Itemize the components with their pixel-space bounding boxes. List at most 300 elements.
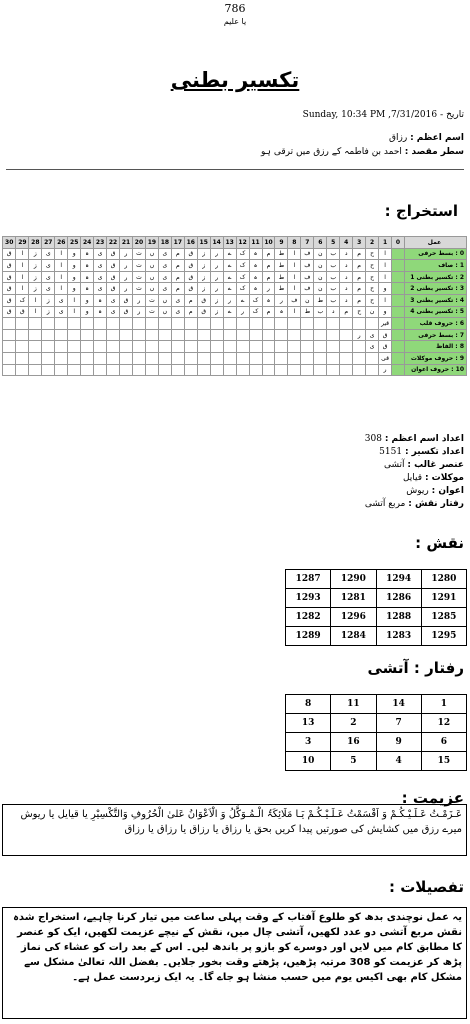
raftar-table — [285, 694, 467, 771]
grid-cell: ق — [120, 294, 133, 306]
grid-cell — [132, 329, 145, 341]
grid-cell — [55, 341, 68, 353]
grid-cell — [145, 329, 158, 341]
grid-cell: ی — [366, 329, 379, 341]
grid-col-header: 2 — [366, 237, 379, 249]
grid-cell: ہ — [81, 260, 94, 272]
grid-row — [3, 318, 467, 330]
square-cell: 8 — [286, 695, 331, 714]
stat-value: مربع آتشی — [364, 499, 406, 509]
grid-cell — [236, 329, 249, 341]
stat-label: اعوان : — [431, 486, 464, 496]
grid-cell: ا — [288, 248, 301, 260]
grid-cell: د — [340, 248, 353, 260]
grid-cell: ز — [197, 271, 210, 283]
square-cell: 1282 — [286, 608, 331, 627]
grid-cell: ف — [301, 271, 314, 283]
grid-cell: ن — [314, 271, 327, 283]
grid-cell — [81, 318, 94, 330]
grid-cell: ق — [184, 283, 197, 295]
grid-cell: م — [353, 283, 366, 295]
grid-cell — [120, 318, 133, 330]
grid-cell: ر — [379, 364, 392, 376]
grid-cell: م — [262, 248, 275, 260]
grid-cell: ں — [158, 306, 171, 318]
grid-cell: ر — [223, 294, 236, 306]
grid-cell — [107, 352, 120, 364]
info-satar-maqsad — [0, 145, 470, 159]
square-cell: 4 — [376, 752, 421, 771]
grid-cell — [29, 352, 42, 364]
grid-col-header: 30 — [3, 237, 16, 249]
grid-cell — [236, 364, 249, 376]
square-cell: 3 — [286, 733, 331, 752]
grid-cell: ق — [3, 283, 16, 295]
grid-cell: ح — [366, 283, 379, 295]
grid-cell — [3, 341, 16, 353]
date-label: تاریخ - — [439, 110, 464, 120]
grid-cell — [340, 341, 353, 353]
grid-cell: ز — [29, 248, 42, 260]
grid-cell: ز — [197, 283, 210, 295]
grid-cell: ا — [68, 306, 81, 318]
header-number: 786 — [224, 2, 246, 15]
grid-col-header: 29 — [16, 237, 29, 249]
square-cell: 2 — [331, 714, 376, 733]
grid-cell — [288, 318, 301, 330]
grid-cell: ز — [197, 248, 210, 260]
grid-cell — [340, 318, 353, 330]
grid-cell — [288, 352, 301, 364]
grid-cell: و — [68, 248, 81, 260]
grid-cell — [3, 329, 16, 341]
grid-cell: د — [340, 260, 353, 272]
grid-cell: ر — [353, 329, 366, 341]
grid-cell: ی — [107, 294, 120, 306]
grid-col-header: 7 — [301, 237, 314, 249]
square-cell: 1286 — [376, 589, 421, 608]
grid-row — [3, 294, 467, 306]
grid-cell: ز — [210, 294, 223, 306]
grid-cell: ر — [236, 306, 249, 318]
grid-cell — [132, 364, 145, 376]
grid-cell — [29, 318, 42, 330]
grid-row-label: 2 : تکسیر بطنی 1 — [405, 271, 467, 283]
grid-cell: ا — [29, 306, 42, 318]
grid-col-header: 25 — [68, 237, 81, 249]
grid-cell: ے — [223, 260, 236, 272]
grid-cell — [94, 318, 107, 330]
grid-cell: ی — [94, 248, 107, 260]
grid-cell — [145, 352, 158, 364]
grid-cell — [81, 329, 94, 341]
grid-cell — [55, 329, 68, 341]
naqsh-table — [285, 569, 467, 646]
raftar-row — [286, 714, 467, 733]
grid-cell: م — [353, 294, 366, 306]
square-cell: 1285 — [421, 608, 466, 627]
grid-cell: ن — [366, 306, 379, 318]
stat-value: 5151 — [379, 447, 403, 457]
grid-cell: ہ — [81, 283, 94, 295]
grid-cell: ک — [236, 248, 249, 260]
stat-value: آتشی — [383, 460, 405, 470]
grid-cell — [288, 329, 301, 341]
grid-cell: ر — [210, 271, 223, 283]
square-cell: 10 — [286, 752, 331, 771]
grid-cell: ا — [379, 260, 392, 272]
grid-col-header: 8 — [288, 237, 301, 249]
square-cell: 14 — [376, 695, 421, 714]
grid-cell — [3, 364, 16, 376]
grid-cell: ک — [236, 260, 249, 272]
grid-cell: م — [184, 306, 197, 318]
grid-cell — [158, 318, 171, 330]
grid-cell — [158, 329, 171, 341]
grid-cell — [327, 352, 340, 364]
grid-cell — [210, 341, 223, 353]
grid-cell: ا — [16, 283, 29, 295]
grid-col-header: 1 — [379, 237, 392, 249]
grid-cell: ا — [379, 248, 392, 260]
grid-cell: ر — [120, 248, 133, 260]
grid-cell: ی — [94, 260, 107, 272]
grid-cell: ی — [55, 306, 68, 318]
grid-cell: ق — [184, 248, 197, 260]
raftar-row — [286, 733, 467, 752]
grid-cell: ط — [275, 283, 288, 295]
grid-col-header: 6 — [314, 237, 327, 249]
grid-cell: ز — [197, 260, 210, 272]
grid-cell — [392, 364, 405, 376]
grid-cell — [340, 352, 353, 364]
info-ism-azam — [0, 131, 470, 145]
stat-label: موکلات : — [424, 473, 464, 483]
grid-cell — [249, 318, 262, 330]
grid-cell: و — [379, 283, 392, 295]
grid-cell — [301, 329, 314, 341]
istikhraj-table — [2, 236, 467, 376]
grid-cell — [120, 352, 133, 364]
square-cell: 1296 — [331, 608, 376, 627]
grid-row-label: 3 : تکسیر بطنی 2 — [405, 283, 467, 295]
grid-cell: ے — [223, 283, 236, 295]
info-label: سطر مقصد : — [404, 147, 464, 157]
grid-cell — [392, 248, 405, 260]
grid-cell: ا — [379, 271, 392, 283]
grid-cell: ی — [366, 341, 379, 353]
grid-cell: ق — [3, 260, 16, 272]
grid-cell: ر — [210, 248, 223, 260]
grid-cell: ک — [236, 283, 249, 295]
grid-cell: م — [171, 271, 184, 283]
grid-cell: ی — [55, 294, 68, 306]
grid-cell: ت — [145, 294, 158, 306]
grid-col-header: 13 — [223, 237, 236, 249]
grid-cell — [68, 364, 81, 376]
grid-cell: ی — [107, 306, 120, 318]
grid-cell: ز — [42, 306, 55, 318]
grid-cell — [184, 318, 197, 330]
grid-col-header: 16 — [184, 237, 197, 249]
grid-cell — [16, 352, 29, 364]
grid-cell — [107, 364, 120, 376]
grid-cell: ف — [301, 260, 314, 272]
grid-cell: ز — [29, 283, 42, 295]
grid-cell: ر — [210, 260, 223, 272]
grid-cell: ط — [275, 271, 288, 283]
grid-cell: م — [353, 248, 366, 260]
grid-col-header: 27 — [42, 237, 55, 249]
grid-col-header: 20 — [132, 237, 145, 249]
grid-cell — [392, 271, 405, 283]
grid-cell — [223, 352, 236, 364]
grid-cell: ی — [158, 248, 171, 260]
grid-cell: ں — [145, 271, 158, 283]
grid-col-header: 19 — [145, 237, 158, 249]
grid-cell — [42, 329, 55, 341]
grid-cell — [107, 318, 120, 330]
grid-cell: ط — [275, 260, 288, 272]
grid-col-header: 9 — [275, 237, 288, 249]
grid-col-header: 4 — [340, 237, 353, 249]
square-cell: 1287 — [286, 570, 331, 589]
grid-cell — [197, 352, 210, 364]
stat-row — [164, 485, 464, 498]
grid-cell — [42, 318, 55, 330]
square-cell: 12 — [421, 714, 466, 733]
grid-cell — [314, 341, 327, 353]
info-label: اسم اعظم : — [410, 133, 464, 143]
grid-row — [3, 341, 467, 353]
grid-cell: ا — [288, 260, 301, 272]
grid-cell: ک — [249, 306, 262, 318]
grid-col-header: 18 — [158, 237, 171, 249]
grid-cell: ا — [55, 248, 68, 260]
grid-cell — [184, 329, 197, 341]
grid-cell — [197, 318, 210, 330]
grid-cell: ن — [314, 248, 327, 260]
grid-cell — [223, 329, 236, 341]
grid-cell — [249, 364, 262, 376]
grid-cell: ی — [158, 271, 171, 283]
grid-cell: ت — [145, 306, 158, 318]
grid-cell — [392, 352, 405, 364]
grid-cell: ب — [327, 260, 340, 272]
grid-cell — [42, 352, 55, 364]
grid-cell — [132, 352, 145, 364]
grid-cell — [327, 318, 340, 330]
grid-cell: ق — [3, 248, 16, 260]
grid-cell: ق — [379, 329, 392, 341]
grid-cell: ز — [29, 271, 42, 283]
grid-cell — [158, 341, 171, 353]
info-block — [0, 131, 470, 159]
grid-row — [3, 260, 467, 272]
grid-cell: م — [171, 248, 184, 260]
grid-row-label: 9 : حروف موکلات — [405, 352, 467, 364]
grid-cell — [366, 352, 379, 364]
grid-cell: ہ — [81, 271, 94, 283]
grid-cell: ا — [16, 271, 29, 283]
stat-row — [164, 472, 464, 485]
grid-cell — [197, 341, 210, 353]
grid-cell — [314, 364, 327, 376]
square-cell: 11 — [331, 695, 376, 714]
grid-cell: ر — [210, 283, 223, 295]
square-cell: 1283 — [376, 627, 421, 646]
grid-cell — [132, 341, 145, 353]
grid-cell — [301, 341, 314, 353]
grid-cell — [314, 352, 327, 364]
grid-col-header: 11 — [249, 237, 262, 249]
grid-cell — [94, 352, 107, 364]
grid-cell — [327, 341, 340, 353]
grid-cell: ق — [107, 271, 120, 283]
grid-cell: ا — [16, 260, 29, 272]
date-value: Sunday, 10:34 PM ,7/31/2016 — [302, 110, 438, 120]
grid-cell — [366, 364, 379, 376]
grid-cell: د — [340, 271, 353, 283]
stat-row — [164, 446, 464, 459]
grid-cell: ط — [301, 306, 314, 318]
grid-cell — [301, 352, 314, 364]
grid-cell: ا — [55, 283, 68, 295]
grid-cell — [107, 341, 120, 353]
grid-cell: ں — [145, 260, 158, 272]
grid-cell — [158, 352, 171, 364]
grid-cell — [275, 352, 288, 364]
grid-cell — [262, 352, 275, 364]
grid-cell: و — [68, 283, 81, 295]
grid-cell: ط — [275, 248, 288, 260]
naqsh-row — [286, 608, 467, 627]
grid-row-label: 1 : صاف — [405, 260, 467, 272]
grid-cell: ف — [288, 294, 301, 306]
grid-cell: ف — [301, 283, 314, 295]
grid-cell: ی — [158, 260, 171, 272]
page-header — [0, 0, 470, 27]
grid-cell — [171, 352, 184, 364]
grid-cell: ں — [158, 294, 171, 306]
grid-cell: ر — [275, 294, 288, 306]
grid-cell — [171, 364, 184, 376]
date-line — [0, 109, 470, 121]
grid-cell: ی — [158, 283, 171, 295]
grid-cell: ر — [132, 306, 145, 318]
grid-cell: ق — [197, 306, 210, 318]
grid-cell — [366, 318, 379, 330]
grid-cell: م — [184, 294, 197, 306]
grid-cell — [16, 364, 29, 376]
grid-cell: ی — [171, 306, 184, 318]
grid-cell — [236, 318, 249, 330]
grid-cell: ق — [107, 260, 120, 272]
grid-cell — [145, 318, 158, 330]
grid-cell — [392, 294, 405, 306]
grid-col-header: 15 — [197, 237, 210, 249]
grid-cell: ں — [145, 283, 158, 295]
grid-col-header: 14 — [210, 237, 223, 249]
grid-cell: ے — [236, 294, 249, 306]
grid-cell: ا — [68, 294, 81, 306]
grid-cell — [171, 341, 184, 353]
grid-cell — [16, 318, 29, 330]
grid-cell — [249, 352, 262, 364]
grid-cell: ب — [327, 248, 340, 260]
tafseel-text: یہ عمل نوچندی بدھ کو طلوع آفتاب کے وقت پہلی ساعت میں تیار کرنا چاہیے، استخراج شدہ نقش مربع آتشی دو عدد لکھیں، آتشی چال میں، نقش کے نیچے عزیمت لکھیں، ایک کو عنصر کا مطابق کام میں لایں اور دوسرے کو بازو پر باندھ لیں۔ اس کے بعد رات کو عشاء کی نماز پڑھ کر عزیمت کو 308 مرتبہ پڑھیں، پڑھتے وقت بخور جلایں۔ بفضل اللہ تعالیٰ مشکل سے مشکل کام بھی اکیس یوم میں حسب منشا ہو جاے گا۔ یہ ایک زبردست عمل ہے۔ — [2, 907, 467, 1019]
grid-cell: ق — [3, 306, 16, 318]
grid-cell — [94, 364, 107, 376]
grid-cell: ہ — [249, 271, 262, 283]
grid-cell: ق — [120, 306, 133, 318]
stat-row — [164, 498, 464, 511]
istikhraj-grid — [2, 236, 467, 376]
grid-cell: م — [171, 283, 184, 295]
grid-row-label: 4 : تکسیر بطنی 3 — [405, 294, 467, 306]
grid-col-header: 0 — [392, 237, 405, 249]
grid-cell — [301, 364, 314, 376]
grid-cell: ز — [210, 306, 223, 318]
grid-col-header: 28 — [29, 237, 42, 249]
grid-cell — [81, 341, 94, 353]
grid-row — [3, 364, 467, 376]
grid-cell: م — [171, 260, 184, 272]
grid-cell — [68, 329, 81, 341]
grid-cell — [288, 341, 301, 353]
grid-cell: قیر — [379, 318, 392, 330]
grid-cell — [223, 341, 236, 353]
grid-cell: د — [327, 306, 340, 318]
stat-row — [164, 433, 464, 446]
grid-cell — [68, 352, 81, 364]
info-value: احمد بن فاطمہ کے رزق میں ترقی ہو — [261, 147, 402, 157]
grid-cell: ق — [107, 248, 120, 260]
stat-value: قیایل — [402, 473, 423, 483]
azimat-heading: عزیمت : — [401, 789, 464, 807]
grid-cell — [210, 364, 223, 376]
square-cell: 1290 — [331, 570, 376, 589]
grid-cell: م — [340, 306, 353, 318]
grid-cell — [42, 341, 55, 353]
square-cell: 7 — [376, 714, 421, 733]
grid-cell: و — [379, 306, 392, 318]
grid-col-header: 22 — [107, 237, 120, 249]
stats-block — [164, 433, 464, 511]
grid-col-header: 23 — [94, 237, 107, 249]
grid-cell — [327, 329, 340, 341]
grid-cell: ہ — [249, 260, 262, 272]
grid-cell — [55, 318, 68, 330]
grid-cell: ت — [132, 260, 145, 272]
grid-cell: ی — [94, 283, 107, 295]
grid-cell — [262, 329, 275, 341]
square-cell: 9 — [376, 733, 421, 752]
square-cell: 13 — [286, 714, 331, 733]
grid-cell: ق — [197, 294, 210, 306]
raftar-row — [286, 695, 467, 714]
grid-cell — [249, 341, 262, 353]
grid-col-header: 24 — [81, 237, 94, 249]
grid-cell: ق — [379, 341, 392, 353]
grid-cell: ا — [16, 248, 29, 260]
grid-cell: ب — [327, 271, 340, 283]
grid-cell — [107, 329, 120, 341]
header-invocation: یا علیم — [223, 17, 247, 26]
grid-cell: و — [68, 260, 81, 272]
grid-cell: ح — [366, 294, 379, 306]
grid-cell: ر — [120, 260, 133, 272]
